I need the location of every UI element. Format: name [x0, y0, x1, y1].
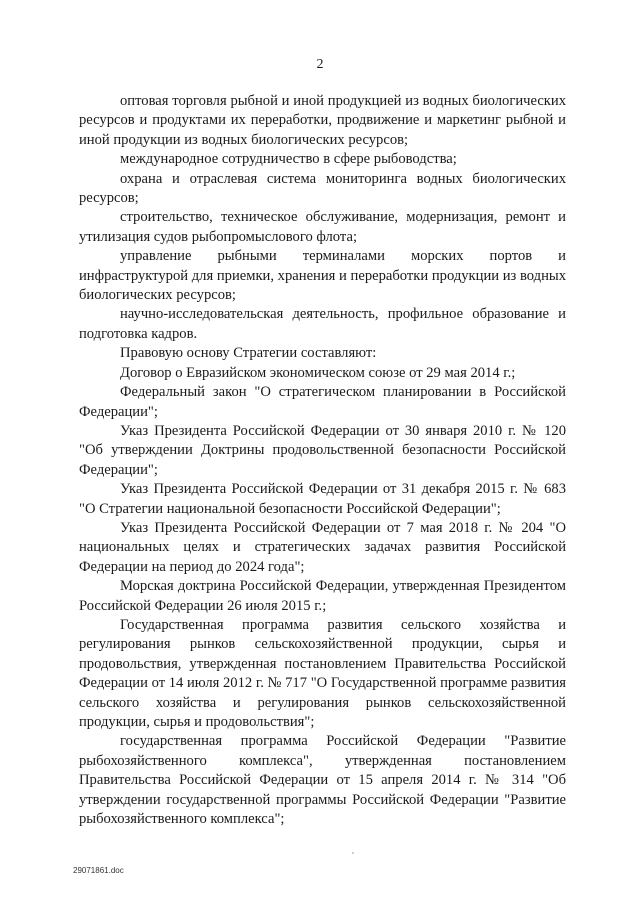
- paragraph-eaeu-treaty: Договор о Евразийском экономическом союзе от 29 мая 2014 г.;: [120, 364, 516, 381]
- paragraph-fleet-construction: строительство, техническое обслуживание, модернизация, ремонт и утилизация судов рыбопромыслового флота;: [79, 209, 566, 245]
- footer-filename: 29071861.doc: [73, 866, 124, 875]
- paragraph-agriculture-program: Государственная программа развития сельского хозяйства и регулирования рынков сельскохозяйственной продукции, сырья и продовольствия, утвержденная постановлением Правительства Российской Федерации от 14 июля 2012 г. № 717 "О Государственной программе развития сельского хозяйства и регулирования рынков сельскохозяйственной продукции, сырья и продовольствия";: [79, 616, 566, 730]
- paragraph-decree-683: Указ Президента Российской Федерации от 31 декабря 2015 г. № 683 "О Стратегии национальной безопасности Российской Федерации";: [79, 481, 566, 517]
- page-number: 2: [316, 57, 324, 72]
- paragraph-terminal-management: управление рыбными терминалами морских портов и инфраструктурой для приемки, хранения и переработки продукции из водных биологических ресурсов;: [79, 248, 566, 304]
- paragraph-decree-120: Указ Президента Российской Федерации от 30 января 2010 г. № 120 "Об утверждении Доктрины продовольственной безопасности Российской Федерации";: [79, 422, 566, 478]
- paragraph-fisheries-program: государственная программа Российской Федерации "Развитие рыбохозяйственного комплекса", утвержденная постановлением Правительства Российской Федерации от 15 апреля 2014 г. № 314 "Об утверждении государственной программы Российской Федерации "Развитие рыбохозяйственного комплекса";: [79, 733, 566, 828]
- paragraph-protection-monitoring: охрана и отраслевая система мониторинга водных биологических ресурсов;: [79, 170, 566, 207]
- paragraph-federal-law: Федеральный закон "О стратегическом планировании в Российской Федерации";: [79, 384, 566, 420]
- scan-speck: [352, 852, 354, 854]
- paragraph-maritime-doctrine: Морская доктрина Российской Федерации, утвержденная Президентом Российской Федерации 26 июля 2015 г.;: [79, 578, 566, 614]
- paragraph-international-cooperation: международное сотрудничество в сфере рыбоводства;: [120, 151, 457, 168]
- paragraph-wholesale-trade: оптовая торговля рыбной и иной продукцией из водных биологических ресурсов и продуктами их переработки, продвижение и маркетинг рыбной и иной продукции из водных биологических ресурсов;: [79, 93, 566, 148]
- paragraph-legal-basis-intro: Правовую основу Стратегии составляют:: [120, 345, 377, 362]
- paragraph-decree-204: Указ Президента Российской Федерации от 7 мая 2018 г. № 204 "О национальных целях и стратегических задачах развития Российской Федерации на период до 2024 года";: [79, 519, 566, 575]
- paragraph-research-education: научно-исследовательская деятельность, профильное образование и подготовка кадров.: [79, 306, 566, 342]
- document-body: [79, 92, 566, 829]
